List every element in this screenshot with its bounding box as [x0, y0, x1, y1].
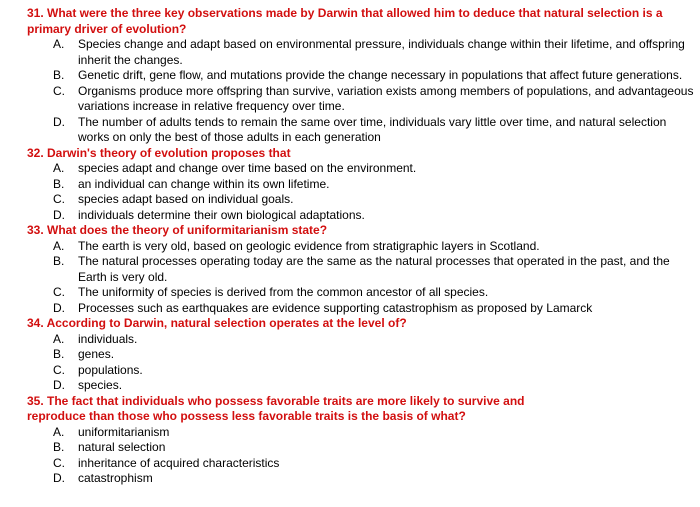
option-list — [0, 332, 700, 394]
option-a[interactable] — [0, 425, 700, 441]
option-text: species. — [78, 378, 123, 392]
option-letter: D. — [53, 207, 65, 222]
question-text: 35. The fact that individuals who possess favorable traits are more likely to survive and reproduce than those who possess less favorable traits is the basis of what? — [27, 393, 525, 423]
option-text: individuals. — [78, 331, 138, 346]
option-d[interactable] — [0, 471, 700, 487]
option-text: populations. — [78, 362, 143, 377]
option-text: Organisms produce more offspring than survive, variation exists among members of populations, and advantageous variations increase in relative frequency over time. — [78, 83, 694, 113]
option-letter: A. — [53, 331, 65, 346]
option-c[interactable] — [0, 192, 700, 208]
option-text: Genetic drift, gene flow, and mutations provide the change necessary in populations that affect future generations. — [78, 68, 683, 82]
option-c[interactable] — [0, 363, 700, 379]
question-31 — [0, 0, 700, 146]
option-letter: A. — [53, 161, 65, 175]
option-a[interactable] — [0, 37, 700, 68]
option-b[interactable] — [0, 254, 700, 285]
option-list — [0, 37, 700, 146]
option-letter: D. — [53, 378, 65, 392]
option-text: genes. — [78, 347, 115, 361]
option-letter: C. — [53, 455, 65, 470]
option-letter: C. — [53, 362, 65, 377]
option-c[interactable] — [0, 456, 700, 472]
option-letter: C. — [53, 192, 65, 206]
option-letter: C. — [53, 285, 65, 299]
option-d[interactable] — [0, 378, 700, 394]
option-letter: A. — [53, 238, 65, 253]
option-text: The uniformity of species is derived from the common ancestor of all species. — [78, 285, 489, 299]
option-d[interactable] — [0, 115, 700, 146]
option-b[interactable] — [0, 177, 700, 193]
option-letter: C. — [53, 83, 65, 98]
option-letter: A. — [53, 37, 65, 51]
option-text: Processes such as earthquakes are evidence supporting catastrophism as proposed by Lamarck — [78, 300, 593, 315]
option-letter: D. — [53, 300, 65, 315]
question-34 — [0, 316, 700, 394]
option-text: individuals determine their own biological adaptations. — [78, 207, 365, 222]
option-d[interactable] — [0, 301, 700, 317]
option-text: The earth is very old, based on geologic evidence from stratigraphic layers in Scotland. — [78, 238, 540, 253]
option-list — [0, 239, 700, 317]
option-text: inheritance of acquired characteristics — [78, 455, 280, 470]
question-35 — [0, 394, 700, 487]
option-text: species adapt based on individual goals. — [78, 192, 294, 206]
option-letter: D. — [53, 471, 65, 485]
option-b[interactable] — [0, 347, 700, 363]
question-text: 34. According to Darwin, natural selection operates at the level of? — [27, 316, 407, 330]
option-b[interactable] — [0, 68, 700, 84]
question-text: 33. What does the theory of uniformitarianism state? — [27, 223, 328, 237]
option-a[interactable] — [0, 332, 700, 348]
option-text: an individual can change within its own lifetime. — [78, 176, 330, 191]
option-text: species adapt and change over time based on the environment. — [78, 161, 417, 175]
option-letter: B. — [53, 440, 65, 454]
option-a[interactable] — [0, 161, 700, 177]
option-list — [0, 161, 700, 223]
option-text: catastrophism — [78, 471, 153, 485]
option-d[interactable] — [0, 208, 700, 224]
question-33 — [0, 223, 700, 316]
option-letter: A. — [53, 424, 65, 439]
option-text: The number of adults tends to remain the same over time, individuals vary little over time, and natural selection works on only the best of those adults in each generation — [78, 114, 667, 144]
option-list — [0, 425, 700, 487]
option-b[interactable] — [0, 440, 700, 456]
option-letter: B. — [53, 347, 65, 361]
option-text: natural selection — [78, 440, 166, 454]
option-text: Species change and adapt based on environmental pressure, individuals change within their lifetime, and offspring inherit the changes. — [78, 37, 685, 67]
option-text: uniformitarianism — [78, 424, 170, 439]
option-letter: D. — [53, 114, 65, 129]
question-text: 31. What were the three key observations made by Darwin that allowed him to deduce that natural selection is a primary driver of evolution? — [27, 6, 663, 36]
option-c[interactable] — [0, 285, 700, 301]
option-a[interactable] — [0, 239, 700, 255]
option-letter: B. — [53, 254, 65, 268]
option-letter: B. — [53, 68, 65, 82]
option-letter: B. — [53, 176, 65, 191]
option-text: The natural processes operating today are the same as the natural processes that operated in the past, and the Earth is very old. — [78, 254, 670, 284]
option-c[interactable] — [0, 84, 700, 115]
question-text: 32. Darwin's theory of evolution proposes that — [27, 145, 291, 160]
question-32 — [0, 146, 700, 224]
